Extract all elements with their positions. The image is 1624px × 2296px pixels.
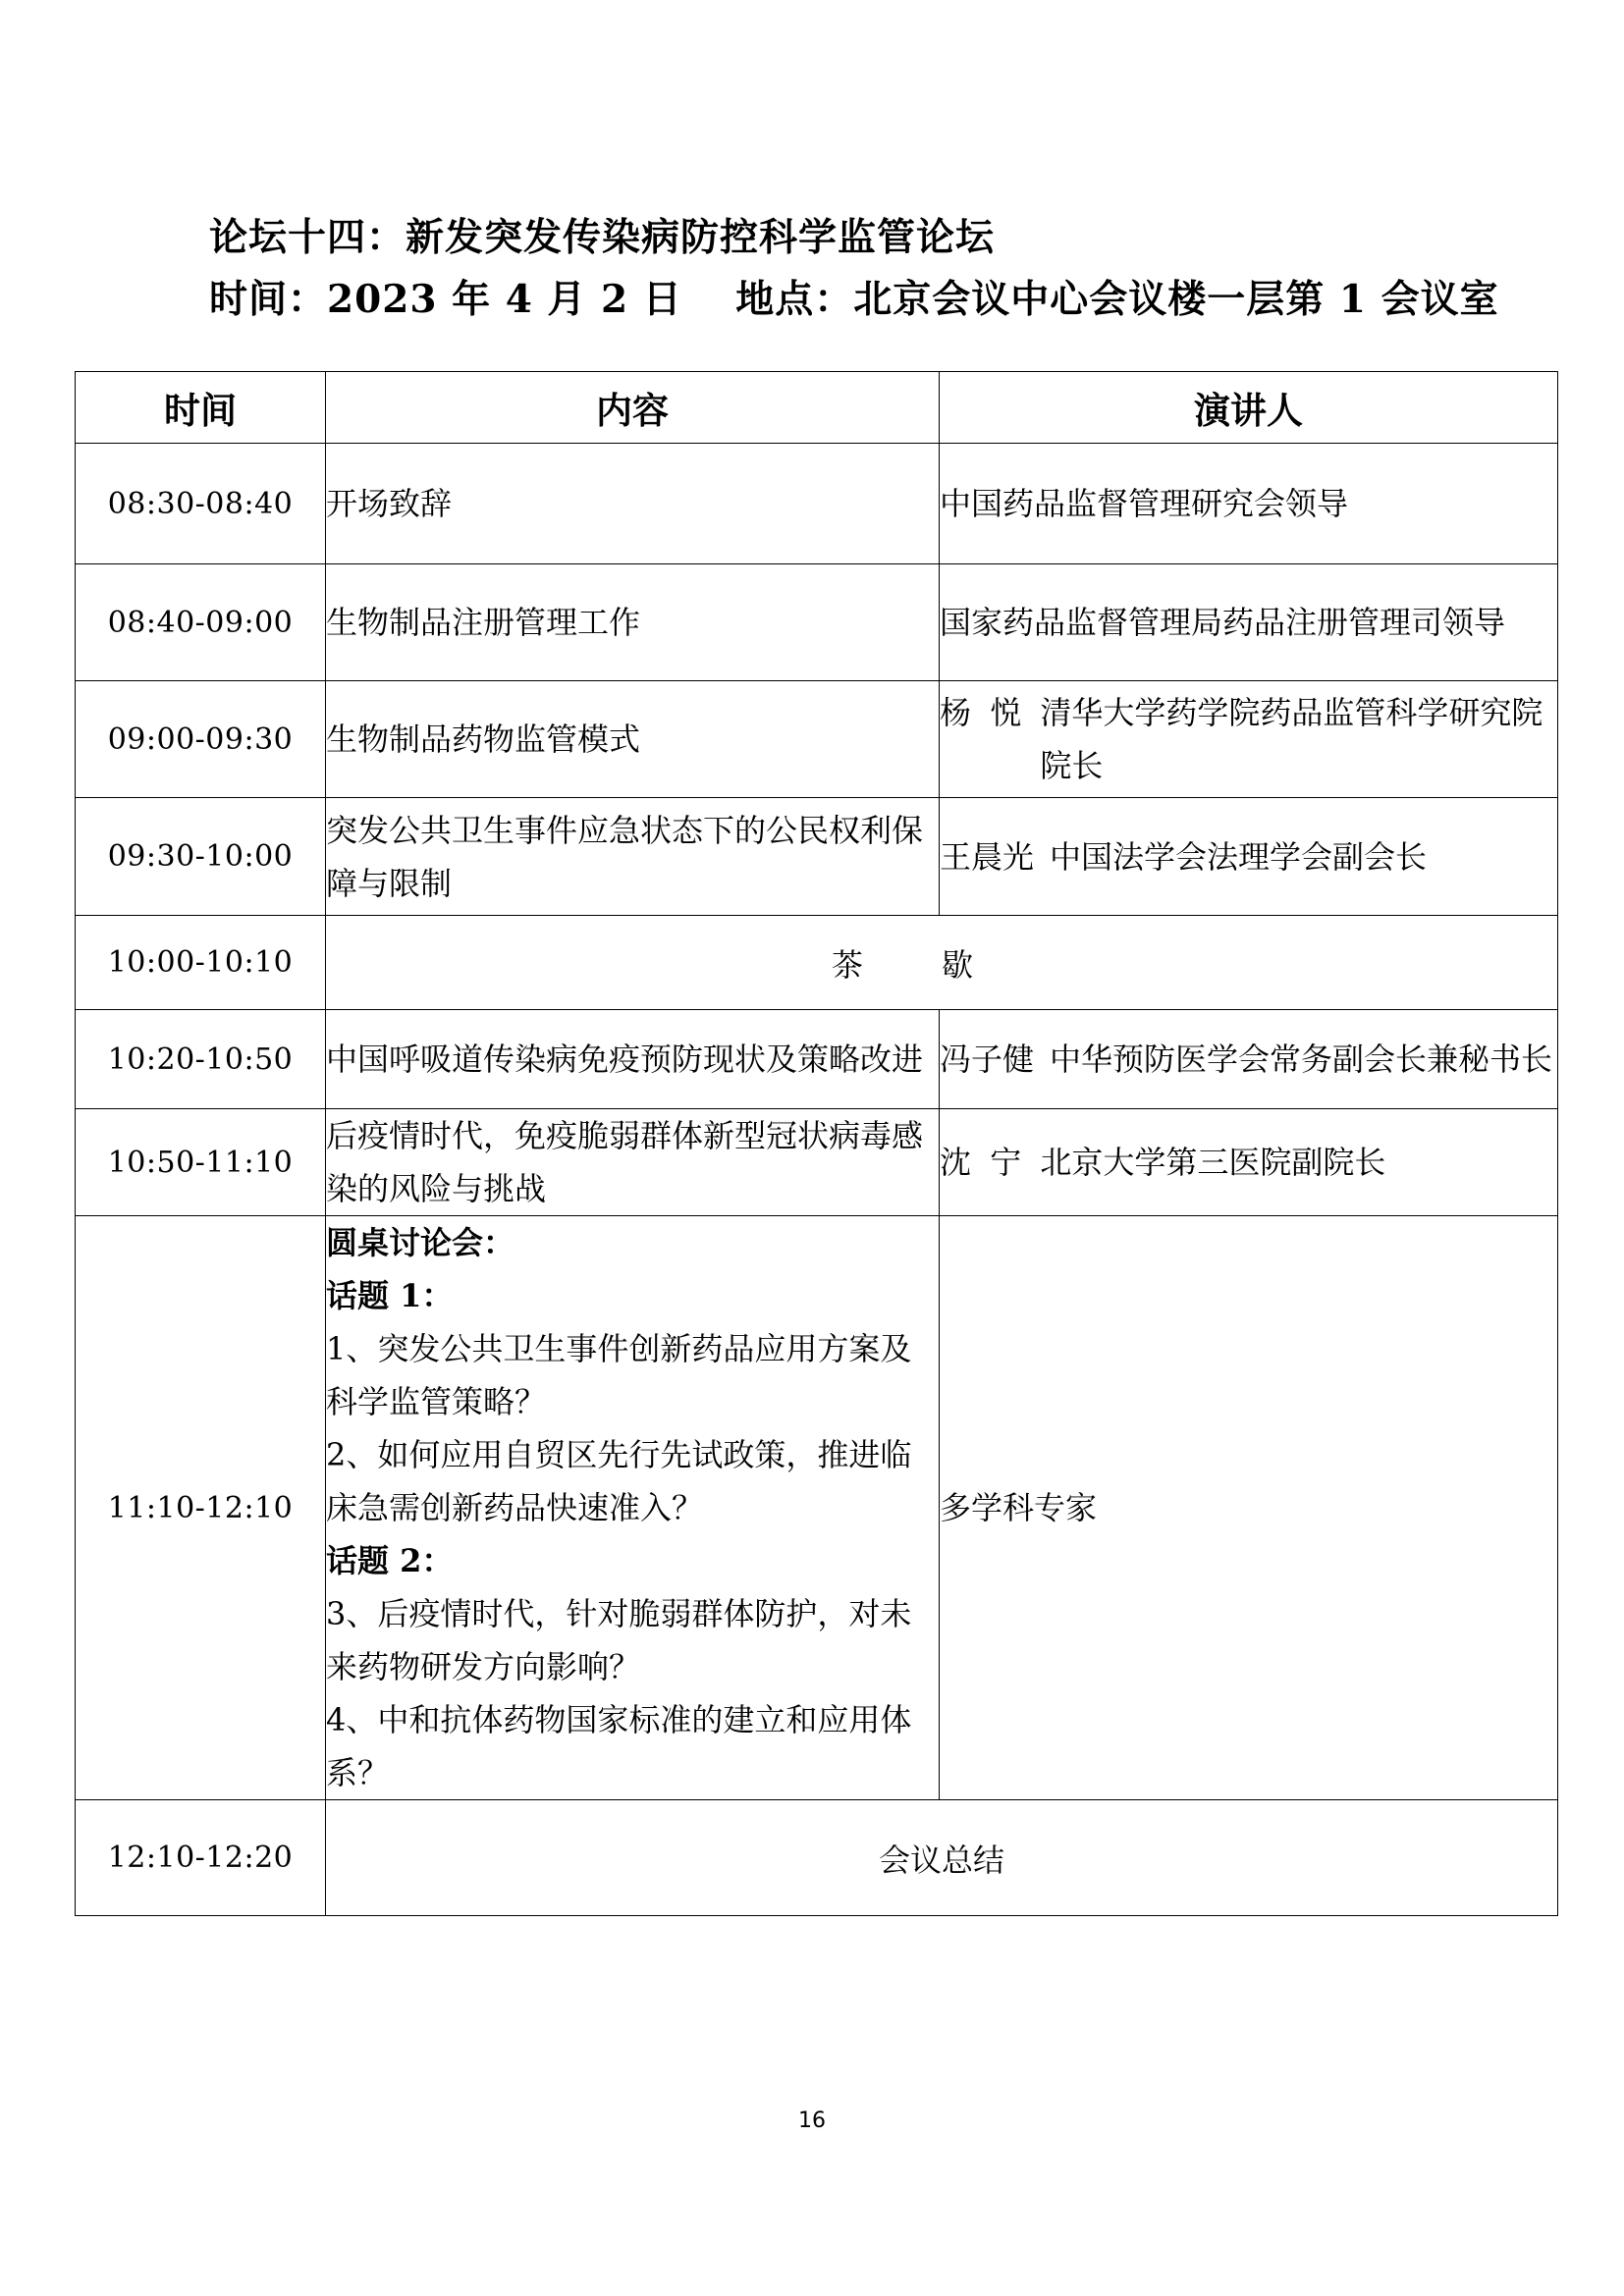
row-time: 08:40-09:00 <box>76 564 326 681</box>
row-speaker <box>940 681 1558 798</box>
row-speaker <box>940 1109 1558 1216</box>
speaker-name: 冯子健 <box>940 1041 1035 1078</box>
row-time: 10:00-10:10 <box>76 916 326 1010</box>
speaker-title: 中国法学会法理学会副会长 <box>1050 837 1428 876</box>
agenda-table <box>75 371 1558 1916</box>
table-row <box>76 681 1558 798</box>
speaker-name: 王晨光 <box>940 837 1035 876</box>
row-time: 08:30-08:40 <box>76 444 326 564</box>
row-speaker: 多学科专家 <box>940 1216 1558 1800</box>
row-time: 10:20-10:50 <box>76 1010 326 1109</box>
question-2: 2、如何应用自贸区先行先试政策，推进临床急需创新药品快速准入？ <box>326 1436 912 1526</box>
row-speaker <box>940 1010 1558 1109</box>
row-time: 09:30-10:00 <box>76 798 326 916</box>
header-content: 内容 <box>326 372 940 444</box>
forum-time-location: 时间：2023 年 4 月 2 日 地点：北京会议中心会议楼一层第 1 会议室 <box>209 277 1499 322</box>
question-1: 1、突发公共卫生事件创新药品应用方案及科学监管策略？ <box>326 1330 912 1420</box>
speaker-title: 北京大学第三医院副院长 <box>1040 1144 1386 1181</box>
tea-break: 茶歇 <box>326 916 1558 1010</box>
closing-summary: 会议总结 <box>326 1800 1558 1916</box>
header-time: 时间 <box>76 372 326 444</box>
speaker-title: 清华大学药学院药品监管科学研究院院长 <box>1040 694 1543 784</box>
topic-2-label: 话题 2： <box>326 1542 454 1579</box>
row-content: 开场致辞 <box>326 444 940 564</box>
roundtable-content <box>326 1216 940 1800</box>
roundtable-title: 圆桌讨论会： <box>326 1224 515 1261</box>
header-speaker: 演讲人 <box>940 372 1558 444</box>
row-content: 突发公共卫生事件应急状态下的公民权利保障与限制 <box>326 798 940 916</box>
row-content: 中国呼吸道传染病免疫预防现状及策略改进 <box>326 1010 940 1109</box>
row-time: 11:10-12:10 <box>76 1216 326 1800</box>
row-speaker: 中国药品监督管理研究会领导 <box>940 444 1558 564</box>
row-time: 12:10-12:20 <box>76 1800 326 1916</box>
speaker-name: 沈宁 <box>940 1144 1041 1181</box>
page-number: 16 <box>798 2109 826 2133</box>
row-time: 10:50-11:10 <box>76 1109 326 1216</box>
question-4: 4、中和抗体药物国家标准的建立和应用体系？ <box>326 1701 912 1791</box>
speaker-name: 杨悦 <box>940 694 1041 731</box>
table-row <box>76 444 1558 564</box>
forum-title: 论坛十四：新发突发传染病防控科学监管论坛 <box>209 215 996 260</box>
table-header-row <box>76 372 1558 444</box>
row-time: 09:00-09:30 <box>76 681 326 798</box>
table-row <box>76 564 1558 681</box>
table-row-summary <box>76 1800 1558 1916</box>
table-row-break <box>76 916 1558 1010</box>
row-speaker <box>940 798 1558 916</box>
question-3: 3、后疫情时代，针对脆弱群体防护，对未来药物研发方向影响？ <box>326 1595 912 1685</box>
table-row-roundtable <box>76 1216 1558 1800</box>
table-row <box>76 1109 1558 1216</box>
row-content: 后疫情时代，免疫脆弱群体新型冠状病毒感染的风险与挑战 <box>326 1109 940 1216</box>
row-content: 生物制品注册管理工作 <box>326 564 940 681</box>
row-speaker: 国家药品监督管理局药品注册管理司领导 <box>940 564 1558 681</box>
table-row <box>76 798 1558 916</box>
row-content: 生物制品药物监管模式 <box>326 681 940 798</box>
topic-1-label: 话题 1： <box>326 1277 454 1314</box>
speaker-title: 中华预防医学会常务副会长兼秘书长 <box>1050 1041 1553 1078</box>
table-row <box>76 1010 1558 1109</box>
